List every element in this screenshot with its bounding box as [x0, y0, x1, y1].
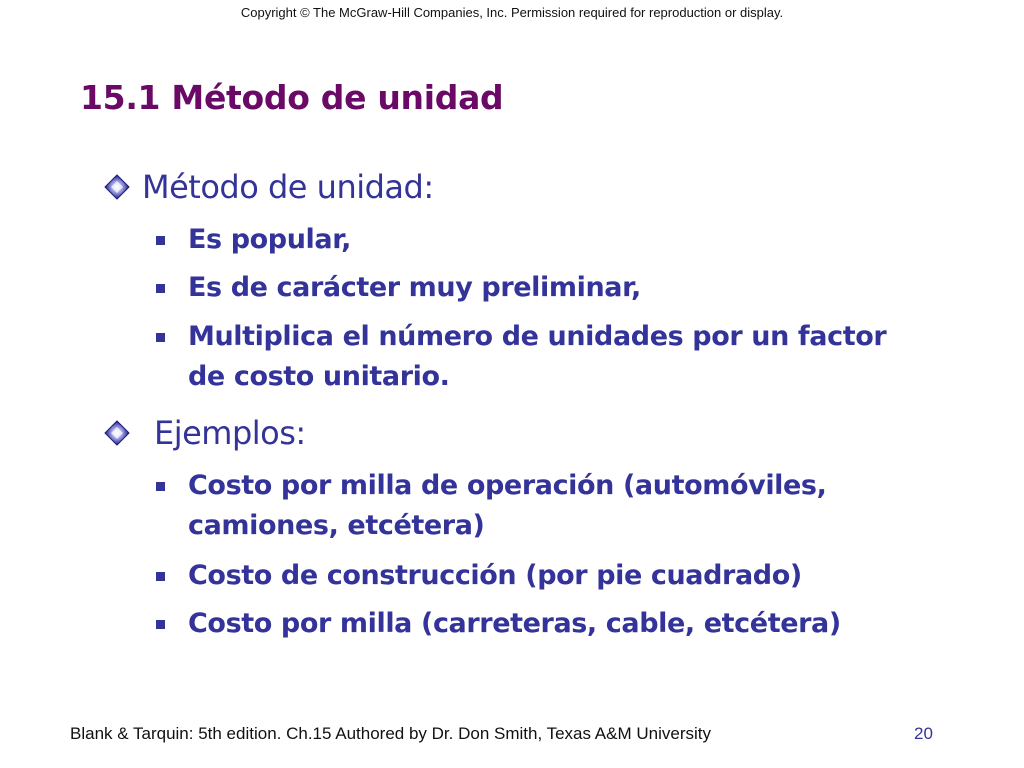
page-number: 20 — [914, 724, 933, 743]
section-heading-text: Ejemplos: — [154, 414, 306, 452]
square-bullet-icon — [156, 482, 165, 491]
square-bullet-icon — [156, 284, 165, 293]
square-bullet-icon — [156, 236, 165, 245]
section-heading-metodo — [104, 168, 434, 206]
square-bullet-icon — [156, 620, 165, 629]
diamond-bullet-icon — [104, 420, 130, 446]
list-item: Costo de construcción (por pie cuadrado) — [156, 556, 956, 596]
diamond-bullet-icon — [104, 174, 130, 200]
section-heading-ejemplos — [104, 414, 306, 452]
section-heading-text: Método de unidad: — [142, 168, 434, 206]
list-item: Es popular, — [156, 220, 956, 260]
footer-credit: Blank & Tarquin: 5th edition. Ch.15 Authored by Dr. Don Smith, Texas A&M University — [70, 724, 711, 743]
list-item: Costo por milla de operación (automóviles, camiones, etcétera) — [156, 466, 956, 546]
list-item: Costo por milla (carreteras, cable, etcétera) — [156, 604, 956, 644]
square-bullet-icon — [156, 572, 165, 581]
square-bullet-icon — [156, 333, 165, 342]
slide-title: 15.1 Método de unidad — [80, 78, 504, 117]
list-item: Multiplica el número de unidades por un factor de costo unitario. — [156, 317, 916, 397]
copyright-notice: Copyright © The McGraw-Hill Companies, Inc. Permission required for reproduction or display. — [240, 5, 784, 20]
list-item: Es de carácter muy preliminar, — [156, 268, 956, 308]
